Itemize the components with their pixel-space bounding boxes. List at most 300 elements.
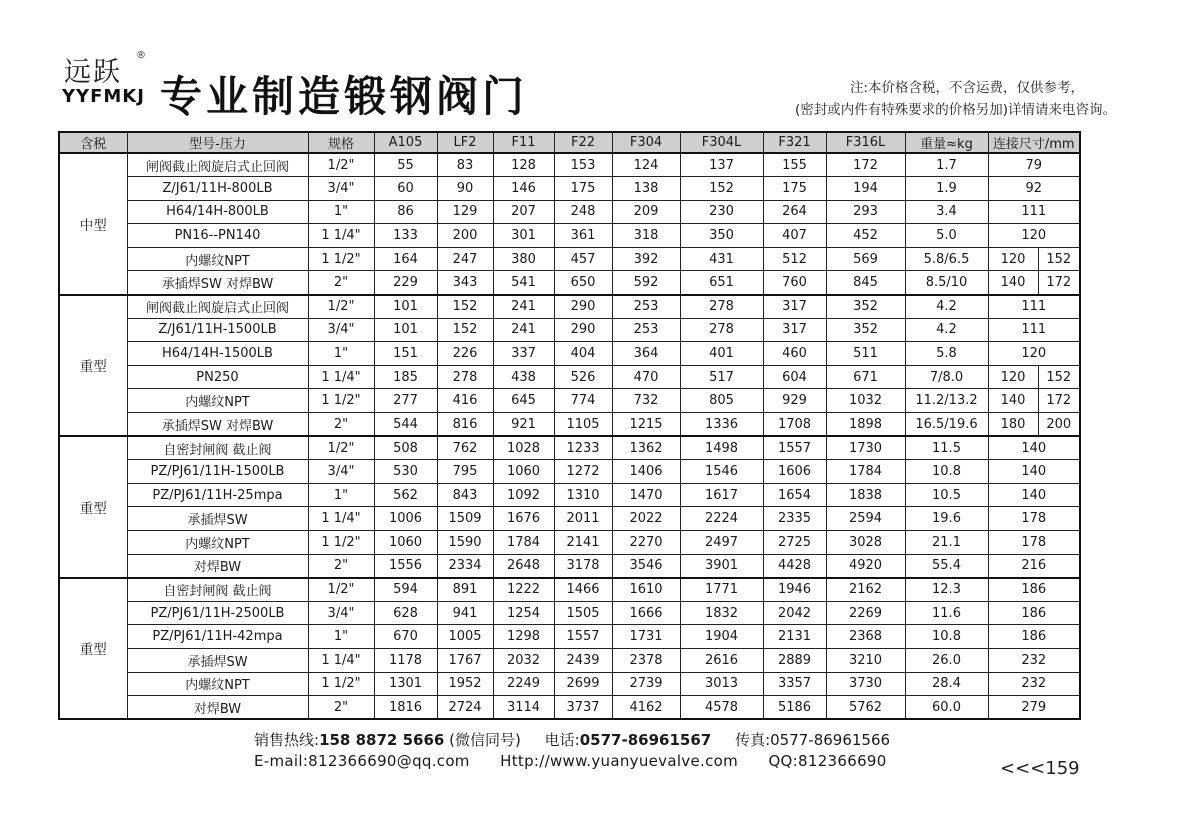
price-cell: 2141	[554, 531, 612, 555]
connection-size-cell: 152	[1038, 247, 1080, 271]
connection-size-cell: 186	[988, 578, 1080, 602]
size-cell: 2"	[308, 271, 374, 295]
price-cell: 1832	[680, 601, 763, 625]
model-cell: Z/J61/11H-800LB	[127, 177, 308, 201]
price-cell: 392	[612, 247, 680, 271]
price-cell: 318	[612, 224, 680, 248]
brand-name-en: YYFMKJ	[62, 86, 145, 107]
category-cell: 重型	[59, 578, 127, 720]
column-header: 规格	[308, 132, 374, 153]
price-cell: 352	[826, 318, 905, 342]
price-cell: 337	[493, 342, 554, 366]
weight-cell: 4.2	[905, 318, 988, 342]
size-cell: 1"	[308, 342, 374, 366]
size-cell: 1 1/2"	[308, 672, 374, 696]
price-cell: 1006	[374, 507, 437, 531]
price-cell: 55	[374, 153, 437, 177]
price-cell: 317	[763, 295, 826, 319]
price-cell: 1771	[680, 578, 763, 602]
price-table	[58, 131, 1081, 720]
table-row	[59, 413, 1080, 437]
category-cell: 重型	[59, 436, 127, 578]
model-cell: 内螺纹NPT	[127, 531, 308, 555]
price-cell: 194	[826, 177, 905, 201]
price-cell: 1498	[680, 436, 763, 460]
price-cell: 2378	[612, 648, 680, 672]
connection-size-cell: 120	[988, 342, 1080, 366]
price-cell: 452	[826, 224, 905, 248]
table-row	[59, 365, 1080, 389]
price-group	[59, 153, 1080, 295]
model-cell: 内螺纹NPT	[127, 672, 308, 696]
price-cell: 530	[374, 460, 437, 484]
price-cell: 3546	[612, 554, 680, 578]
connection-size-cell: 111	[988, 318, 1080, 342]
price-note-line-1: 注:本价格含税，不含运费，仅供参考，	[849, 80, 1084, 96]
price-cell: 2497	[680, 531, 763, 555]
table-row	[59, 601, 1080, 625]
price-cell: 3114	[493, 696, 554, 720]
price-cell: 431	[680, 247, 763, 271]
price-cell: 1032	[826, 389, 905, 413]
connection-size-cell: 120	[988, 224, 1080, 248]
size-cell: 1 1/2"	[308, 531, 374, 555]
connection-size-cell: 178	[988, 531, 1080, 555]
price-cell: 470	[612, 365, 680, 389]
price-cell: 407	[763, 224, 826, 248]
model-cell: 闸阀截止阀旋启式止回阀	[127, 295, 308, 319]
price-cell: 511	[826, 342, 905, 366]
price-cell: 4428	[763, 554, 826, 578]
price-cell: 1838	[826, 483, 905, 507]
price-cell: 138	[612, 177, 680, 201]
price-cell: 1362	[612, 436, 680, 460]
price-cell: 544	[374, 413, 437, 437]
price-cell: 4162	[612, 696, 680, 720]
table-row	[59, 342, 1080, 366]
phone-label: 电话:	[544, 731, 580, 749]
category-cell: 中型	[59, 153, 127, 295]
price-cell: 2042	[763, 601, 826, 625]
price-cell: 1092	[493, 483, 554, 507]
price-note	[794, 77, 1116, 121]
price-cell: 155	[763, 153, 826, 177]
price-cell: 277	[374, 389, 437, 413]
price-cell: 1298	[493, 625, 554, 649]
table-row	[59, 696, 1080, 720]
column-header: A105	[374, 132, 437, 153]
price-cell: 1666	[612, 601, 680, 625]
price-cell: 460	[763, 342, 826, 366]
category-cell: 重型	[59, 295, 127, 437]
price-cell: 152	[437, 318, 493, 342]
model-cell: 承插焊SW 对焊BW	[127, 413, 308, 437]
price-cell: 1336	[680, 413, 763, 437]
model-cell: Z/J61/11H-1500LB	[127, 318, 308, 342]
price-group	[59, 295, 1080, 437]
price-cell: 380	[493, 247, 554, 271]
price-cell: 209	[612, 200, 680, 224]
size-cell: 1 1/2"	[308, 247, 374, 271]
price-cell: 1272	[554, 460, 612, 484]
size-cell: 1"	[308, 200, 374, 224]
price-cell: 253	[612, 295, 680, 319]
price-cell: 1222	[493, 578, 554, 602]
model-cell: 闸阀截止阀旋启式止回阀	[127, 153, 308, 177]
price-group	[59, 436, 1080, 578]
size-cell: 1"	[308, 483, 374, 507]
weight-cell: 1.9	[905, 177, 988, 201]
price-cell: 941	[437, 601, 493, 625]
connection-size-cell: 180	[988, 413, 1038, 437]
price-cell: 253	[612, 318, 680, 342]
column-header: F304	[612, 132, 680, 153]
contact-line-1	[254, 729, 890, 750]
connection-size-cell: 172	[1038, 271, 1080, 295]
price-cell: 1610	[612, 578, 680, 602]
model-cell: PN250	[127, 365, 308, 389]
price-cell: 185	[374, 365, 437, 389]
price-cell: 1466	[554, 578, 612, 602]
price-cell: 843	[437, 483, 493, 507]
weight-cell: 19.6	[905, 507, 988, 531]
weight-cell: 11.5	[905, 436, 988, 460]
price-cell: 594	[374, 578, 437, 602]
table-row	[59, 200, 1080, 224]
price-cell: 2648	[493, 554, 554, 578]
size-cell: 1 1/4"	[308, 365, 374, 389]
email-link[interactable]: E-mail:812366690@qq.com	[254, 752, 470, 770]
price-cell: 2368	[826, 625, 905, 649]
price-cell: 1730	[826, 436, 905, 460]
model-cell: 承插焊SW 对焊BW	[127, 271, 308, 295]
price-cell: 2594	[826, 507, 905, 531]
website-link[interactable]: Http://www.yuanyuevalve.com	[500, 752, 739, 770]
weight-cell: 11.6	[905, 601, 988, 625]
weight-cell: 21.1	[905, 531, 988, 555]
connection-size-cell: 186	[988, 625, 1080, 649]
column-header: F321	[763, 132, 826, 153]
weight-cell: 55.4	[905, 554, 988, 578]
model-cell: PZ/PJ61/11H-2500LB	[127, 601, 308, 625]
phone-number: 0577-86961567	[579, 731, 712, 749]
table-row	[59, 295, 1080, 319]
price-cell: 592	[612, 271, 680, 295]
price-cell: 3357	[763, 672, 826, 696]
connection-size-cell: 79	[988, 153, 1080, 177]
table-row	[59, 460, 1080, 484]
size-cell: 1/2"	[308, 153, 374, 177]
weight-cell: 60.0	[905, 696, 988, 720]
connection-size-cell: 200	[1038, 413, 1080, 437]
model-cell: 自密封闸阀 截止阀	[127, 436, 308, 460]
price-cell: 1005	[437, 625, 493, 649]
price-group	[59, 578, 1080, 720]
price-cell: 301	[493, 224, 554, 248]
price-cell: 921	[493, 413, 554, 437]
price-cell: 2022	[612, 507, 680, 531]
table-row	[59, 648, 1080, 672]
price-cell: 1617	[680, 483, 763, 507]
price-cell: 248	[554, 200, 612, 224]
price-cell: 929	[763, 389, 826, 413]
price-note-line-2: (密封或内件有特殊要求的价格另加)详情请来电咨询。	[794, 102, 1116, 118]
size-cell: 3/4"	[308, 601, 374, 625]
column-header: F22	[554, 132, 612, 153]
table-row	[59, 554, 1080, 578]
wechat-note: (微信同号)	[449, 731, 521, 749]
price-cell: 1233	[554, 436, 612, 460]
price-cell: 101	[374, 295, 437, 319]
price-cell: 1215	[612, 413, 680, 437]
price-cell: 438	[493, 365, 554, 389]
weight-cell: 28.4	[905, 672, 988, 696]
size-cell: 1 1/4"	[308, 224, 374, 248]
page-title: 专业制造锻钢阀门	[160, 72, 529, 121]
price-cell: 207	[493, 200, 554, 224]
price-cell: 816	[437, 413, 493, 437]
table-row	[59, 483, 1080, 507]
connection-size-cell: 140	[988, 271, 1038, 295]
price-cell: 60	[374, 177, 437, 201]
price-cell: 2616	[680, 648, 763, 672]
price-cell: 137	[680, 153, 763, 177]
column-header: 含税	[59, 132, 127, 153]
weight-cell: 16.5/19.6	[905, 413, 988, 437]
price-cell: 651	[680, 271, 763, 295]
price-cell: 541	[493, 271, 554, 295]
weight-cell: 3.4	[905, 200, 988, 224]
column-header: F11	[493, 132, 554, 153]
size-cell: 2"	[308, 554, 374, 578]
weight-cell: 1.7	[905, 153, 988, 177]
model-cell: H64/14H-800LB	[127, 200, 308, 224]
price-cell: 1898	[826, 413, 905, 437]
price-cell: 2224	[680, 507, 763, 531]
price-cell: 2131	[763, 625, 826, 649]
price-cell: 343	[437, 271, 493, 295]
price-cell: 891	[437, 578, 493, 602]
price-cell: 175	[554, 177, 612, 201]
price-cell: 3013	[680, 672, 763, 696]
price-cell: 457	[554, 247, 612, 271]
fax-number: 传真:0577-86961566	[735, 731, 891, 749]
table-row	[59, 271, 1080, 295]
price-cell: 153	[554, 153, 612, 177]
price-cell: 124	[612, 153, 680, 177]
price-cell: 83	[437, 153, 493, 177]
price-cell: 290	[554, 295, 612, 319]
price-cell: 2011	[554, 507, 612, 531]
connection-size-cell: 120	[988, 365, 1038, 389]
model-cell: 内螺纹NPT	[127, 247, 308, 271]
price-cell: 1060	[493, 460, 554, 484]
page-number: <<<159	[1000, 758, 1080, 779]
qq-number: QQ:812366690	[768, 752, 887, 770]
size-cell: 3/4"	[308, 177, 374, 201]
table-row	[59, 318, 1080, 342]
price-cell: 671	[826, 365, 905, 389]
price-cell: 226	[437, 342, 493, 366]
price-cell: 1606	[763, 460, 826, 484]
price-cell: 2724	[437, 696, 493, 720]
model-cell: 承插焊SW	[127, 507, 308, 531]
price-cell: 628	[374, 601, 437, 625]
size-cell: 1/2"	[308, 436, 374, 460]
price-cell: 5762	[826, 696, 905, 720]
price-cell: 1946	[763, 578, 826, 602]
price-cell: 146	[493, 177, 554, 201]
price-cell: 361	[554, 224, 612, 248]
hotline-label: 销售热线:	[254, 731, 320, 749]
price-cell: 416	[437, 389, 493, 413]
price-cell: 1784	[493, 531, 554, 555]
table-row	[59, 531, 1080, 555]
price-cell: 774	[554, 389, 612, 413]
table-row	[59, 672, 1080, 696]
size-cell: 3/4"	[308, 460, 374, 484]
price-cell: 290	[554, 318, 612, 342]
price-cell: 1178	[374, 648, 437, 672]
table-row	[59, 625, 1080, 649]
price-cell: 241	[493, 295, 554, 319]
column-header: 重量≈kg	[905, 132, 988, 153]
price-cell: 1505	[554, 601, 612, 625]
weight-cell: 11.2/13.2	[905, 389, 988, 413]
price-cell: 526	[554, 365, 612, 389]
price-cell: 133	[374, 224, 437, 248]
price-cell: 1904	[680, 625, 763, 649]
table-row	[59, 436, 1080, 460]
price-cell: 512	[763, 247, 826, 271]
weight-cell: 5.8	[905, 342, 988, 366]
weight-cell: 5.8/6.5	[905, 247, 988, 271]
price-cell: 2739	[612, 672, 680, 696]
connection-size-cell: 232	[988, 648, 1080, 672]
price-cell: 401	[680, 342, 763, 366]
price-cell: 229	[374, 271, 437, 295]
model-cell: 承插焊SW	[127, 648, 308, 672]
price-cell: 760	[763, 271, 826, 295]
model-cell: H64/14H-1500LB	[127, 342, 308, 366]
price-cell: 2439	[554, 648, 612, 672]
weight-cell: 10.8	[905, 460, 988, 484]
price-cell: 1060	[374, 531, 437, 555]
price-cell: 805	[680, 389, 763, 413]
price-cell: 2162	[826, 578, 905, 602]
price-cell: 1816	[374, 696, 437, 720]
price-cell: 795	[437, 460, 493, 484]
price-cell: 604	[763, 365, 826, 389]
price-cell: 2269	[826, 601, 905, 625]
price-cell: 1731	[612, 625, 680, 649]
weight-cell: 7/8.0	[905, 365, 988, 389]
brand-name-cn: 远跃	[64, 57, 122, 88]
size-cell: 1"	[308, 625, 374, 649]
price-cell: 3210	[826, 648, 905, 672]
weight-cell: 10.8	[905, 625, 988, 649]
price-cell: 152	[437, 295, 493, 319]
price-cell: 1509	[437, 507, 493, 531]
price-cell: 1557	[554, 625, 612, 649]
price-cell: 2032	[493, 648, 554, 672]
price-cell: 670	[374, 625, 437, 649]
weight-cell: 8.5/10	[905, 271, 988, 295]
connection-size-cell: 111	[988, 200, 1080, 224]
price-cell: 3730	[826, 672, 905, 696]
price-cell: 3901	[680, 554, 763, 578]
model-cell: PN16--PN140	[127, 224, 308, 248]
price-cell: 151	[374, 342, 437, 366]
connection-size-cell: 140	[988, 460, 1080, 484]
price-cell: 128	[493, 153, 554, 177]
connection-size-cell: 178	[988, 507, 1080, 531]
price-cell: 4920	[826, 554, 905, 578]
connection-size-cell: 232	[988, 672, 1080, 696]
connection-size-cell: 216	[988, 554, 1080, 578]
model-cell: 对焊BW	[127, 554, 308, 578]
price-cell: 241	[493, 318, 554, 342]
price-cell: 2334	[437, 554, 493, 578]
price-cell: 2889	[763, 648, 826, 672]
price-cell: 293	[826, 200, 905, 224]
price-cell: 4578	[680, 696, 763, 720]
price-cell: 1254	[493, 601, 554, 625]
price-cell: 1470	[612, 483, 680, 507]
price-cell: 364	[612, 342, 680, 366]
price-cell: 175	[763, 177, 826, 201]
price-cell: 1708	[763, 413, 826, 437]
price-cell: 172	[826, 153, 905, 177]
price-cell: 645	[493, 389, 554, 413]
price-cell: 2335	[763, 507, 826, 531]
price-cell: 164	[374, 247, 437, 271]
weight-cell: 5.0	[905, 224, 988, 248]
price-cell: 350	[680, 224, 763, 248]
weight-cell: 26.0	[905, 648, 988, 672]
price-cell: 2270	[612, 531, 680, 555]
table-row	[59, 224, 1080, 248]
price-cell: 5186	[763, 696, 826, 720]
model-cell: 对焊BW	[127, 696, 308, 720]
connection-size-cell: 140	[988, 436, 1080, 460]
size-cell: 3/4"	[308, 318, 374, 342]
size-cell: 1 1/4"	[308, 507, 374, 531]
weight-cell: 4.2	[905, 295, 988, 319]
price-cell: 1557	[763, 436, 826, 460]
table-row	[59, 507, 1080, 531]
price-cell: 101	[374, 318, 437, 342]
table-header-row	[59, 132, 1080, 153]
price-cell: 1784	[826, 460, 905, 484]
table-row	[59, 247, 1080, 271]
column-header: LF2	[437, 132, 493, 153]
price-cell: 230	[680, 200, 763, 224]
price-cell: 352	[826, 295, 905, 319]
price-cell: 278	[437, 365, 493, 389]
price-cell: 1406	[612, 460, 680, 484]
price-cell: 1546	[680, 460, 763, 484]
connection-size-cell: 140	[988, 483, 1080, 507]
price-cell: 508	[374, 436, 437, 460]
price-cell: 152	[680, 177, 763, 201]
weight-cell: 12.3	[905, 578, 988, 602]
column-header: F316L	[826, 132, 905, 153]
size-cell: 1 1/4"	[308, 648, 374, 672]
column-header: 连接尺寸/mm	[988, 132, 1080, 153]
price-cell: 3737	[554, 696, 612, 720]
connection-size-cell: 152	[1038, 365, 1080, 389]
